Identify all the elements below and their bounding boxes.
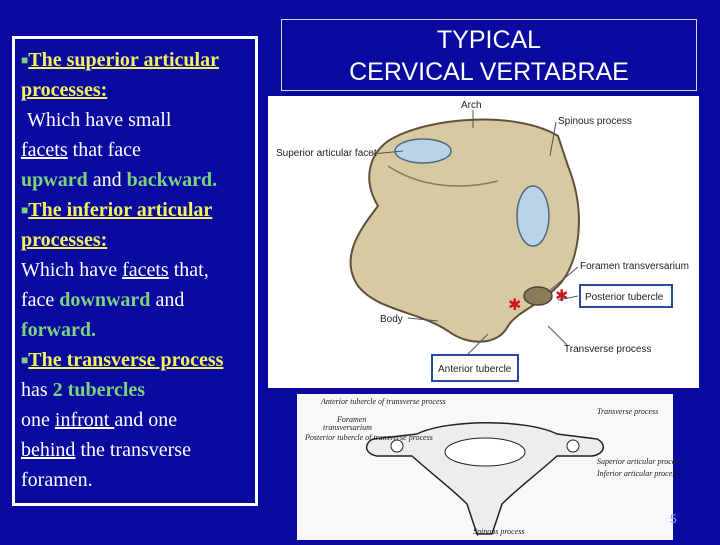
label-spinous-process: Spinous process bbox=[558, 116, 632, 127]
label-anterior-tubercle-bottom: Anterior tubercle of transverse process bbox=[321, 397, 446, 406]
behind-word: behind bbox=[21, 439, 76, 461]
label-inferior-articular-bottom: Inferior articular process bbox=[597, 469, 679, 478]
label-posterior-tubercle: Posterior tubercle bbox=[585, 292, 664, 303]
inferior-rest: that, bbox=[168, 259, 209, 281]
superior-facets: facets bbox=[21, 139, 68, 161]
label-anterior-tubercle: Anterior tubercle bbox=[438, 364, 512, 375]
superior-facet-shape bbox=[395, 139, 451, 163]
and-one-word: and one bbox=[114, 409, 178, 431]
label-superior-articular-facet: Superior articular facet bbox=[276, 148, 377, 159]
label-body: Body bbox=[380, 314, 403, 325]
vertebra-illustration bbox=[268, 96, 699, 388]
infront-word: infront bbox=[54, 409, 115, 431]
red-star-icon: ✱ bbox=[555, 286, 569, 305]
bullet-icon: ■ bbox=[21, 203, 29, 217]
foramen-shape bbox=[524, 287, 552, 305]
two-tubercles: 2 tubercles bbox=[52, 379, 146, 401]
label-foramen-bottom: Foramen bbox=[337, 415, 367, 424]
superior-direction-line bbox=[21, 165, 255, 195]
label-spinous-process-bottom: Spinous process bbox=[473, 527, 525, 536]
downward-word: downward bbox=[59, 289, 151, 311]
vertebra-line-drawing bbox=[297, 394, 682, 540]
transverse-behind-line bbox=[21, 435, 255, 495]
leader-line bbox=[548, 326, 568, 346]
inferior-facets: facets bbox=[122, 259, 169, 281]
vertebra-line-drawing-figure bbox=[297, 394, 682, 540]
inferior-heading: The inferior articular processes: bbox=[21, 199, 213, 251]
label-transversarium-bottom: transversarium bbox=[323, 423, 372, 432]
label-posterior-tubercle-bottom: Posterior tubercle of transverse process bbox=[305, 433, 433, 442]
face-word: face bbox=[21, 289, 60, 311]
red-star-icon: ✱ bbox=[508, 295, 522, 314]
inferior-direction-line bbox=[21, 285, 255, 315]
superior-rest: that face bbox=[67, 139, 141, 161]
forward-word: forward. bbox=[21, 319, 96, 341]
inferior-heading-line bbox=[21, 195, 255, 255]
vertebra-superior-view-figure bbox=[268, 96, 699, 388]
label-superior-articular-bottom: Superior articular process bbox=[597, 457, 682, 466]
and-word-2: and bbox=[150, 289, 185, 311]
superior-desc-line bbox=[21, 105, 255, 135]
transverse-rest: the transverse foramen. bbox=[21, 439, 191, 491]
label-foramen-transversarium: Foramen transversarium bbox=[580, 261, 689, 272]
title-line-1: TYPICAL bbox=[436, 26, 542, 54]
facet-shape-right bbox=[517, 186, 549, 246]
vertebral-foramen-shape bbox=[445, 438, 525, 466]
one-word: one bbox=[21, 409, 55, 431]
bullet-icon: ■ bbox=[21, 53, 29, 67]
superior-desc: Which have small bbox=[27, 109, 172, 131]
and-word: and bbox=[87, 169, 127, 191]
label-transverse-process-bottom: Transverse process bbox=[597, 407, 659, 416]
label-transverse-process: Transverse process bbox=[564, 344, 652, 355]
transverse-heading-line bbox=[21, 345, 255, 405]
bullet-icon: ■ bbox=[21, 353, 29, 367]
inferior-forward-line bbox=[21, 315, 255, 345]
superior-heading: The superior articular processes: bbox=[21, 49, 219, 101]
slide-title bbox=[281, 19, 697, 91]
inferior-desc: Which have bbox=[21, 259, 123, 281]
inferior-desc-line bbox=[21, 255, 255, 285]
title-line-2: CERVICAL VERTABRAE bbox=[349, 58, 629, 86]
transverse-position-line bbox=[21, 405, 255, 435]
transverse-heading: The transverse process bbox=[28, 349, 224, 371]
backward-word: backward. bbox=[126, 169, 218, 191]
label-arch: Arch bbox=[461, 100, 482, 111]
superior-facets-line bbox=[21, 135, 255, 165]
text-panel bbox=[12, 36, 258, 506]
superior-heading-line bbox=[21, 45, 255, 105]
upward-word: upward bbox=[21, 169, 88, 191]
foramen-right-shape bbox=[567, 440, 579, 452]
has-word: has bbox=[21, 379, 53, 401]
page-number: 5 bbox=[670, 512, 677, 526]
